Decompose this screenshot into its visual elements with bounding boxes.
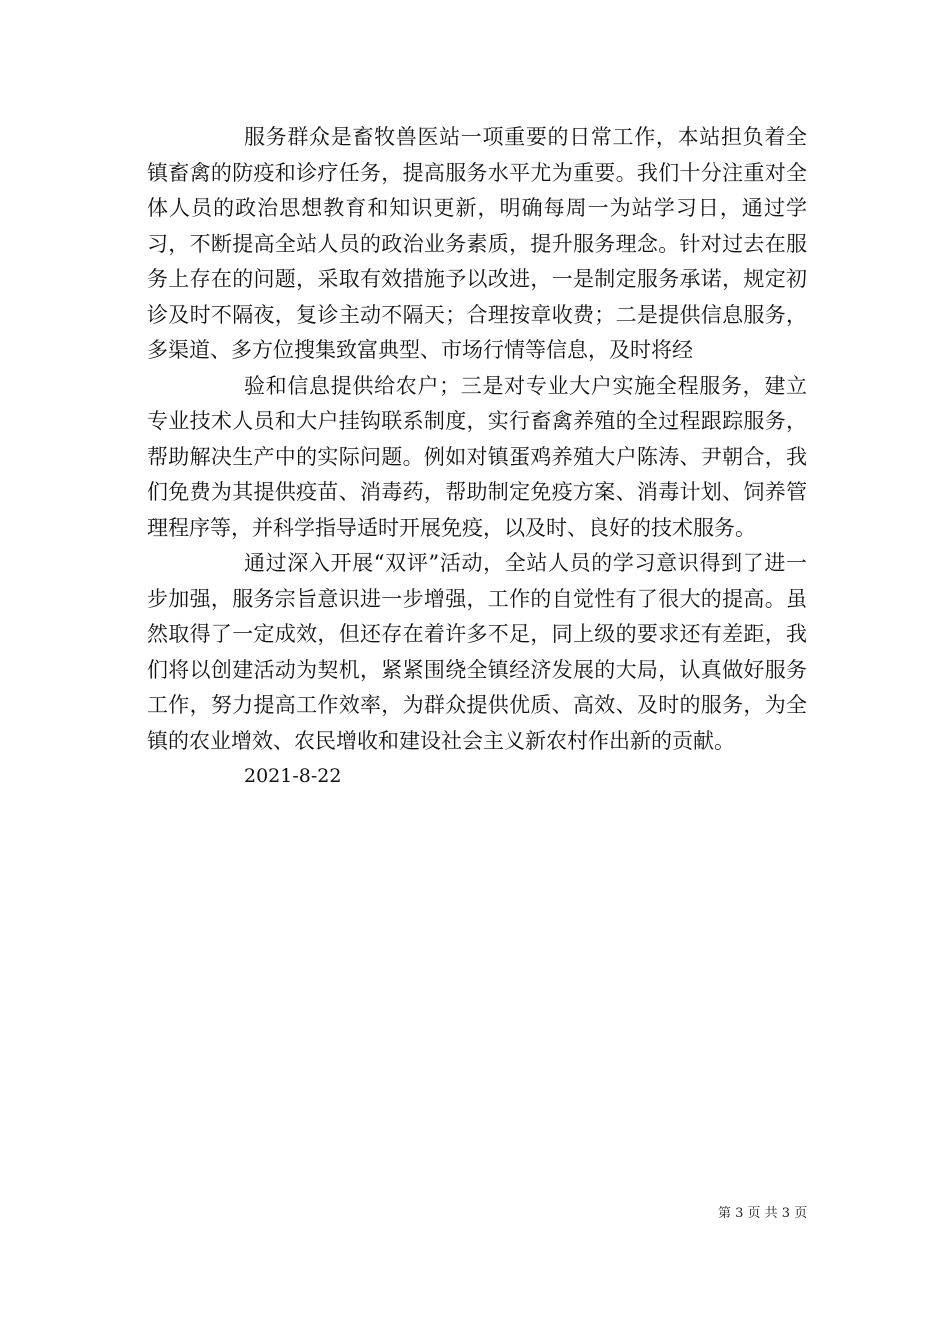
page-number-footer: 第 3 页 共 3 页 <box>718 1206 808 1221</box>
paragraph-3: 通过深入开展“双评”活动，全站人员的学习意识得到了进一步加强，服务宗旨意识进一步增强，工作的自觉性有了很大的提高。虽然取得了一定成效，但还存在着许多不足，同上级的要求还有差距，我们将以创建活动为契机，紧紧围绕全镇经济发展的大局，认真做好服务工作，努力提高工作效率，为群众提供优质、高效、及时的服务，为全镇的农业增效、农民增收和建设社会主义新农村作出新的贡献。 <box>147 551 807 753</box>
paragraph-2: 验和信息提供给农户；三是对专业大户实施全程服务，建立专业技术人员和大户挂钩联系制度，实行畜禽养殖的全过程跟踪服务，帮助解决生产中的实际问题。例如对镇蛋鸡养殖大户陈涛、尹朝合，我们免费为其提供疫苗、消毒药，帮助制定免疫方案、消毒计划、饲养管理程序等，并科学指导适时开展免疫，以及时、良好的技术服务。 <box>147 373 807 540</box>
paragraph-1: 服务群众是畜牧兽医站一项重要的日常工作，本站担负着全镇畜禽的防疫和诊疗任务，提高服务水平尤为重要。我们十分注重对全体人员的政治思想教育和知识更新，明确每周一为站学习日，通过学习，不断提高全站人员的政治业务素质，提升服务理念。针对过去在服务上存在的问题，采取有效措施予以改进，一是制定服务承诺，规定初诊及时不隔夜，复诊主动不隔天；合理按章收费；二是提供信息服务，多渠道、多方位搜集致富典型、市场行情等信息，及时将经 <box>147 125 807 362</box>
document-body <box>147 120 807 795</box>
document-date: 2021-8-22 <box>244 765 342 787</box>
